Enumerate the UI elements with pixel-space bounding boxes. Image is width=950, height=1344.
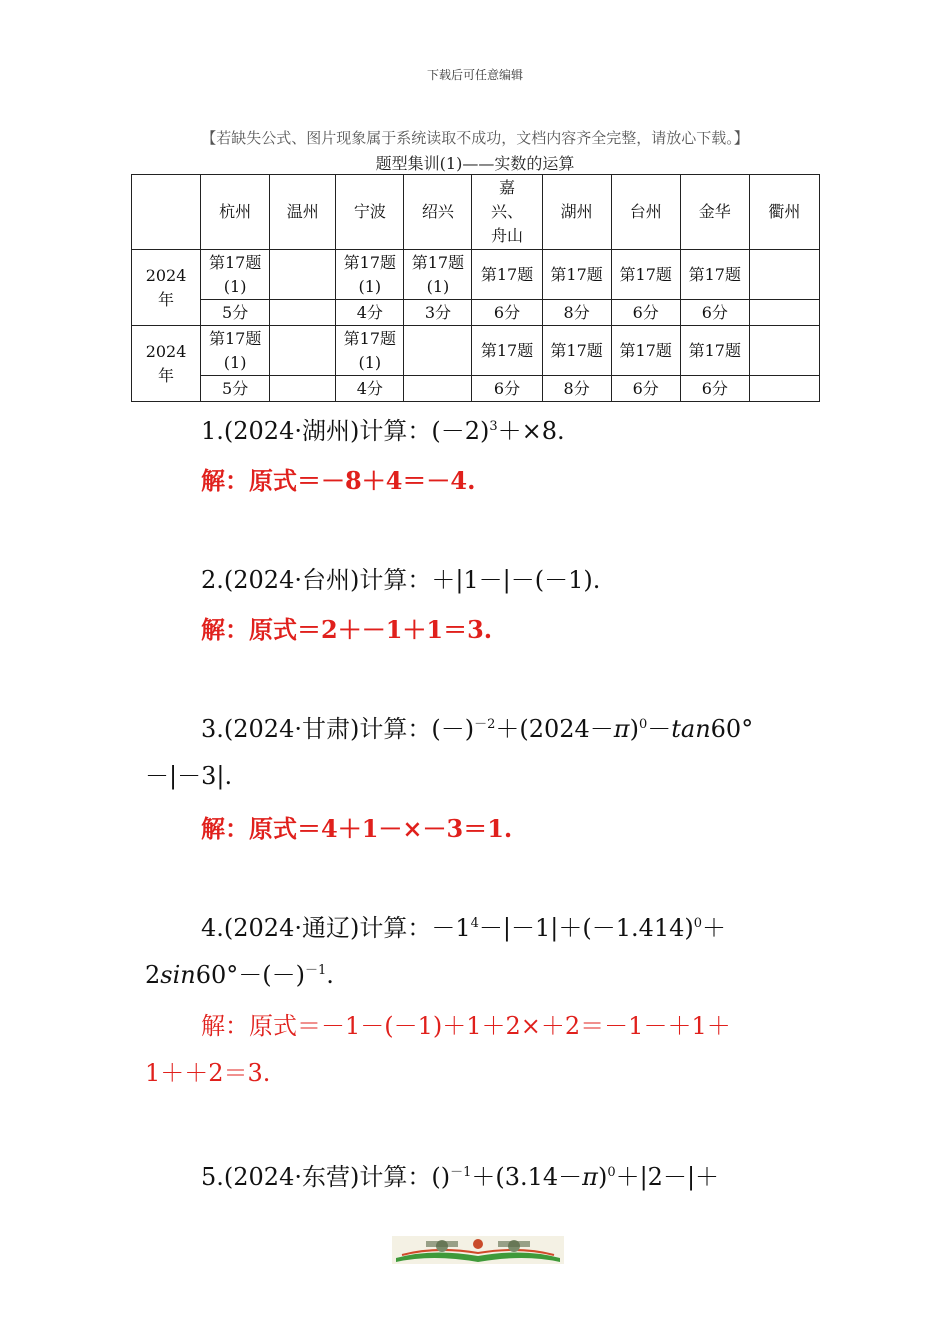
question-cell: 第17题 (542, 250, 611, 300)
score-cell: 6分 (680, 376, 749, 402)
table-header-row (132, 175, 820, 250)
column-header-multiline (472, 175, 542, 250)
question-cell: 第17题 (542, 326, 611, 376)
score-cell (404, 376, 472, 402)
column-header: 湖州 (542, 175, 611, 250)
score-cell: 5分 (201, 300, 270, 326)
problem-3-solution: 解：原式＝4＋1－×－3＝1. (201, 814, 513, 843)
column-header: 宁波 (336, 175, 404, 250)
question-cell: 第17题 (611, 250, 680, 300)
question-cell (749, 326, 819, 376)
year-cell: 2024 年 (132, 326, 201, 402)
question-cell: 第17题(1) (201, 326, 270, 376)
exam-distribution-table (131, 174, 820, 402)
section-title: 题型集训(1)——实数的运算 (375, 154, 575, 173)
problem-4-question: 4.(2024·通辽)计算：$-1^4-|-1|+(-1.414)^0+$ $2\sin 60^\circ-(-)^{-1}$. (145, 914, 727, 989)
score-cell: 6分 (611, 376, 680, 402)
question-cell: 第17题 (680, 250, 749, 300)
question-cell: 第17题 (611, 326, 680, 376)
score-cell: 4分 (336, 300, 404, 326)
missing-formula-notice: 【若缺失公式、图片现象属于系统读取不成功，文档内容齐全完整，请放心下载。】 (201, 129, 749, 147)
question-cell: 第17题(1) (201, 250, 270, 300)
table-corner-cell (132, 175, 201, 250)
score-cell: 6分 (472, 300, 542, 326)
score-cell: 3分 (404, 300, 472, 326)
score-cell: 8分 (542, 376, 611, 402)
column-header: 绍兴 (404, 175, 472, 250)
column-header: 杭州 (201, 175, 270, 250)
column-header-line: 嘉 (499, 178, 516, 197)
question-cell (270, 326, 336, 376)
score-cell (749, 300, 819, 326)
question-cell: 第17题 (472, 326, 542, 376)
problem-1-question: 1.(2024·湖州)计算：$(-2)^3+\times 8$. (201, 417, 565, 445)
book-logo-icon (392, 1236, 564, 1264)
column-header-line: 兴、 (491, 202, 524, 221)
question-cell: 第17题(1) (336, 326, 404, 376)
score-cell: 5分 (201, 376, 270, 402)
table-question-row (132, 326, 820, 376)
question-cell: 第17题(1) (336, 250, 404, 300)
question-cell: 第17题 (680, 326, 749, 376)
year-cell: 2024 年 (132, 250, 201, 326)
question-cell (270, 250, 336, 300)
score-cell: 4分 (336, 376, 404, 402)
column-header: 衢州 (749, 175, 819, 250)
score-cell: 6分 (472, 376, 542, 402)
score-cell (270, 300, 336, 326)
table-score-row (132, 300, 820, 326)
table-question-row (132, 250, 820, 300)
score-cell (270, 376, 336, 402)
score-cell: 8分 (542, 300, 611, 326)
table-score-row (132, 376, 820, 402)
column-header: 金华 (680, 175, 749, 250)
score-cell (749, 376, 819, 402)
header-note: 下载后可任意编辑 (426, 68, 523, 82)
score-cell: 6分 (680, 300, 749, 326)
problem-1-solution: 解：原式＝－8＋4＝－4. (201, 466, 476, 495)
question-cell: 第17题 (472, 250, 542, 300)
question-cell (404, 326, 472, 376)
problem-2-solution: 解：原式＝2＋－1＋1＝3. (201, 615, 493, 644)
problem-4-solution: 解：原式＝－1－(－1)＋1＋2×＋2＝－1－＋1＋ 1＋＋2＝3. (145, 1012, 731, 1087)
column-header-line: 舟山 (491, 226, 524, 245)
problem-2-question: 2.(2024·台州)计算：＋|1－|－(－1). (201, 566, 601, 594)
problem-3-question: 3.(2024·甘肃)计算：$(-)^{-2}+(2024-\pi)^0-\tan 60^\circ$ －|－3|. (145, 715, 754, 790)
question-cell: 第17题(1) (404, 250, 472, 300)
score-cell: 6分 (611, 300, 680, 326)
column-header: 温州 (270, 175, 336, 250)
column-header: 台州 (611, 175, 680, 250)
question-cell (749, 250, 819, 300)
problem-5-question: 5.(2024·东营)计算：$()^{-1}+(3.14-\pi)^0+|2-|+$ (201, 1163, 720, 1191)
